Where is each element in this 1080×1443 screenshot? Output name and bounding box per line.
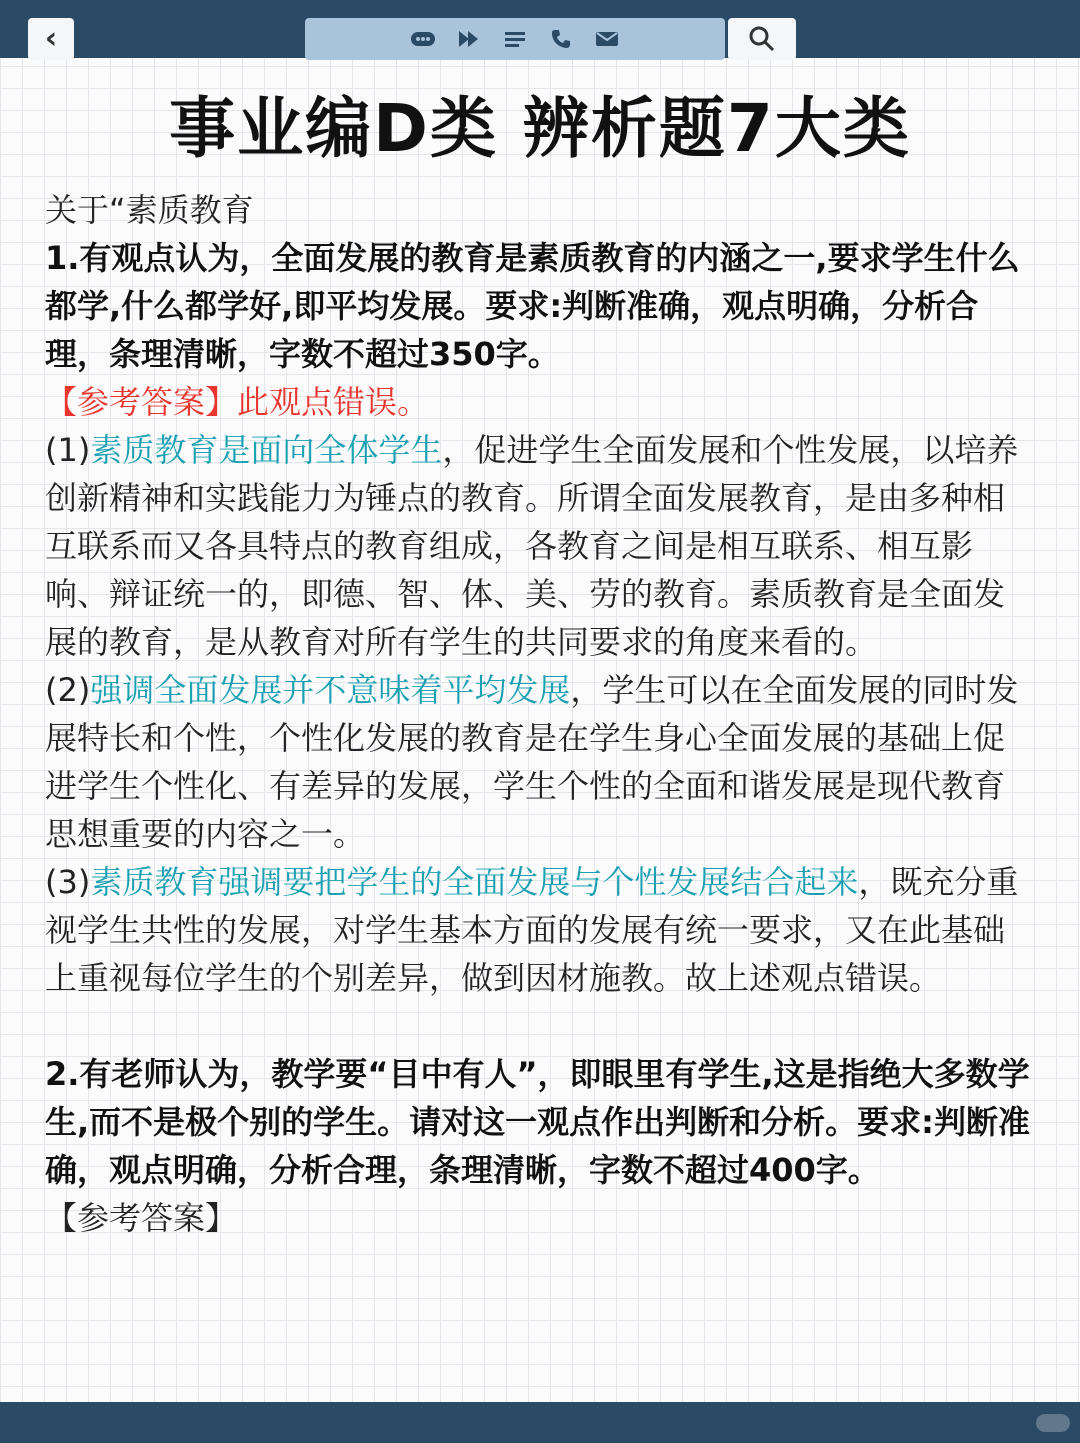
search-icon [748, 25, 776, 53]
back-icon: ‹ [44, 21, 58, 56]
page-title: 事业编D类 辨析题7大类 [169, 90, 911, 167]
point-highlight: 素质教育强调要把学生的全面发展与个性发展结合起来 [90, 863, 859, 901]
top-bar [0, 0, 1080, 58]
point-highlight: 素质教育是面向全体学生 [90, 431, 443, 469]
phone-icon[interactable] [547, 25, 575, 53]
point-highlight: 强调全面发展并不意味着平均发展 [90, 671, 571, 709]
article-body [45, 186, 1035, 1242]
point-text: ，学生可以在全面发展的同时发展特长和个性，个性化发展的教育是在学生身心全面发展的基础上促进学生个性化、有差异的发展，学生个性的全面和谐发展是现代教育思想重要的内容之一。 [45, 671, 1019, 853]
chat-icon[interactable] [409, 25, 437, 53]
point-text: ，既充分重视学生共性的发展，对学生基本方面的发展有统一要求，又在此基础上重视每位学生的个别差异，做到因材施教。故上述观点错误。 [45, 863, 1019, 997]
point-number: (3) [45, 863, 91, 901]
watermark-icon [1036, 1414, 1070, 1432]
play-icon[interactable] [455, 25, 483, 53]
spacer [45, 1002, 1035, 1050]
point-number: (1) [45, 431, 91, 469]
back-button[interactable] [28, 18, 74, 60]
bottom-bar [0, 1402, 1080, 1443]
question-2: 2.有老师认为，教学要“目中有人”，即眼里有学生,这是指绝大多数学生,而不是极个别的学生。请对这一观点作出判断和分析。要求:判断准确，观点明确，分析合理，条理清晰，字数不超过400字。 [45, 1055, 1030, 1189]
toolbar [305, 18, 725, 60]
answer-label-2: 【参考答案】 [45, 1199, 238, 1237]
list-icon[interactable] [501, 25, 529, 53]
answer-label-1: 【参考答案】此观点错误。 [45, 383, 430, 421]
answer-point-2 [45, 666, 1035, 858]
point-text: ，促进学生全面发展和个性发展，以培养创新精神和实践能力为锤点的教育。所谓全面发展教育，是由多种相互联系而又各具特点的教育组成，各教育之间是相互联系、相互影响、辩证统一的，即德、智、体、美、劳的教育。素质教育是全面发展的教育，是从教育对所有学生的共同要求的角度来看的。 [45, 431, 1019, 661]
mail-icon[interactable] [593, 25, 621, 53]
search-button[interactable] [728, 18, 796, 60]
section-heading: 关于“素质教育 [45, 191, 254, 229]
question-1: 1.有观点认为，全面发展的教育是素质教育的内涵之一,要求学生什么都学,什么都学好,即平均发展。要求:判断准确，观点明确，分析合理，条理清晰，字数不超过350字。 [45, 239, 1020, 373]
answer-point-3 [45, 858, 1035, 1002]
answer-point-1 [45, 426, 1035, 666]
point-number: (2) [45, 671, 91, 709]
